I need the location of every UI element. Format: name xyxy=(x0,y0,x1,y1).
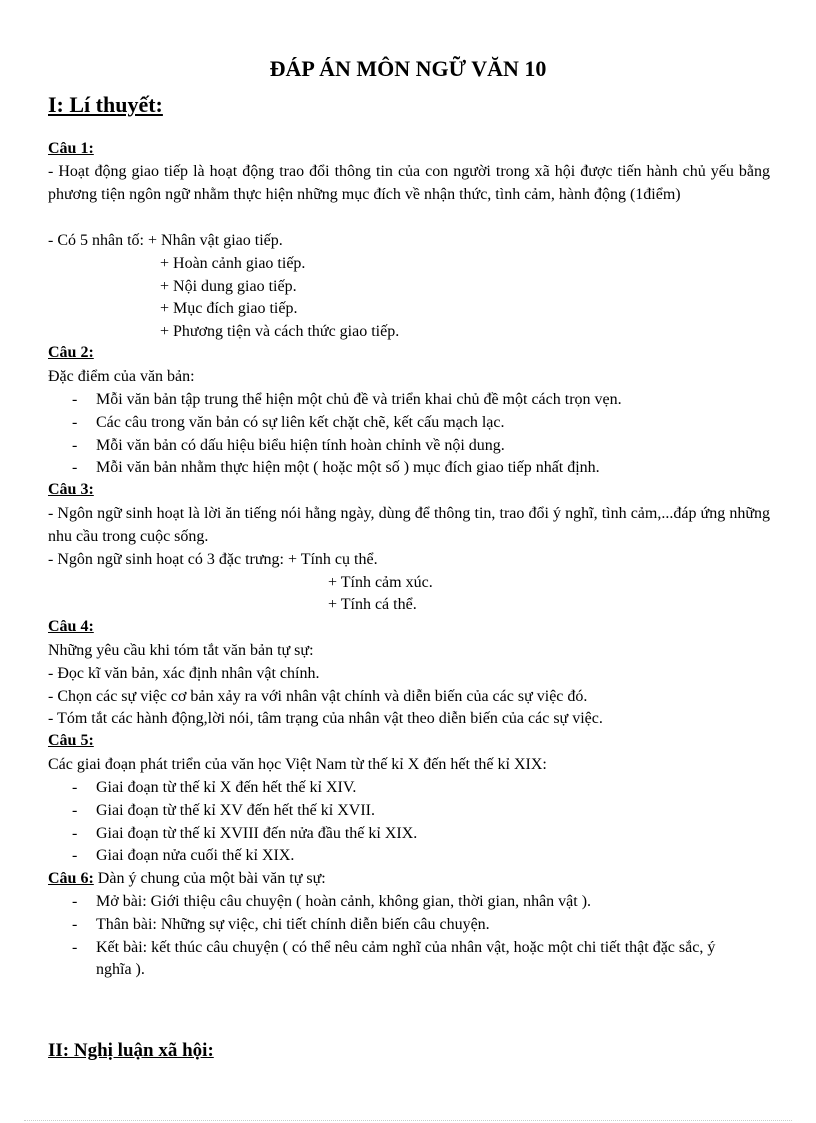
question-5-intro: Các giai đoạn phát triển của văn học Việt Nam từ thế kỉ X đến hết thế kỉ XIX: xyxy=(48,756,547,773)
factor-item: + Phương tiện và cách thức giao tiếp. xyxy=(160,323,400,340)
question-6-intro: Dàn ý chung của một bài văn tự sự: xyxy=(93,870,326,887)
list-item: - Mỗi văn bản tập trung thể hiện một chủ đề và triển khai chủ đề một cách trọn vẹn. xyxy=(72,391,622,408)
document-title: ĐÁP ÁN MÔN NGỮ VĂN 10 xyxy=(269,56,547,81)
question-5-label: Câu 5: xyxy=(48,732,94,749)
list-item: - Giai đoạn từ thế kỉ X đến hết thế kỉ XIV. xyxy=(72,779,357,796)
question-4-label: Câu 4: xyxy=(48,618,94,635)
list-item: - Giai đoạn nửa cuối thế kỉ XIX. xyxy=(72,847,295,864)
factor-item: + Mục đích giao tiếp. xyxy=(160,300,298,317)
question-4-line: Những yêu cầu khi tóm tắt văn bản tự sự: xyxy=(48,642,314,659)
page-bottom-divider xyxy=(24,1120,792,1121)
question-4-line: - Chọn các sự việc cơ bản xảy ra với nhân vật chính và diễn biến của các sự việc đó. xyxy=(48,688,588,705)
question-4-line: - Tóm tắt các hành động,lời nói, tâm trạng của nhân vật theo diễn biến của các sự việc. xyxy=(48,710,603,727)
question-3-label: Câu 3: xyxy=(48,481,94,498)
trait-item: + Tính cảm xúc. xyxy=(328,574,433,591)
question-1-label: Câu 1: xyxy=(48,140,94,157)
question-1-factors xyxy=(48,230,283,252)
list-item: - Mỗi văn bản nhằm thực hiện một ( hoặc một số ) mục đích giao tiếp nhất định. xyxy=(72,459,600,476)
question-2-label: Câu 2: xyxy=(48,344,94,361)
factor-item: + Nhân vật giao tiếp. xyxy=(148,232,283,249)
factor-item: + Nội dung giao tiếp. xyxy=(160,278,297,295)
question-4-line: - Đọc kĩ văn bản, xác định nhân vật chính. xyxy=(48,665,320,682)
factors-intro: - Có 5 nhân tố: xyxy=(48,232,148,249)
factor-item: + Hoàn cảnh giao tiếp. xyxy=(160,255,306,272)
list-item: - Các câu trong văn bản có sự liên kết chặt chẽ, kết cấu mạch lạc. xyxy=(72,414,505,431)
list-item: - Giai đoạn từ thế kỉ XVIII đến nửa đầu thế kỉ XIX. xyxy=(72,825,418,842)
list-item: - Mỗi văn bản có dấu hiệu biểu hiện tính hoàn chỉnh về nội dung. xyxy=(72,437,505,454)
trait-item: + Tính cụ thể. xyxy=(287,551,378,568)
question-3-paragraph: - Ngôn ngữ sinh hoạt là lời ăn tiếng nói hằng ngày, dùng để thông tin, trao đổi ý nghĩ, tình cảm,...đáp ứng những nhu cầu trong cuộc sống. xyxy=(48,505,770,545)
traits-intro: - Ngôn ngữ sinh hoạt có 3 đặc trưng: xyxy=(48,551,288,568)
list-item: - Mở bài: Giới thiệu câu chuyện ( hoàn cảnh, không gian, thời gian, nhân vật ). xyxy=(72,893,592,910)
question-6-header xyxy=(48,868,326,890)
section-heading-theory: I: Lí thuyết: xyxy=(48,92,163,117)
question-6-label: Câu 6: xyxy=(48,870,94,887)
list-item: - Kết bài: kết thúc câu chuyện ( có thể nêu cảm nghĩ của nhân vật, hoặc một chi tiết thật đặc sắc, ý nghĩa ). xyxy=(72,939,716,978)
list-item: - Thân bài: Những sự việc, chi tiết chính diễn biến câu chuyện. xyxy=(72,916,490,933)
question-3-traits xyxy=(48,549,378,571)
section-heading-social-essay: II: Nghị luận xã hội: xyxy=(48,1040,214,1061)
trait-item: + Tính cá thể. xyxy=(328,596,417,613)
question-1-paragraph: - Hoạt động giao tiếp là hoạt động trao đổi thông tin của con người trong xã hội được tiến hành chủ yếu bằng phương tiện ngôn ngữ nhằm thực hiện những mục đích về nhận thức, tình cảm, hành động (1điểm) xyxy=(48,163,770,203)
question-2-intro: Đặc điểm của văn bản: xyxy=(48,368,195,385)
list-item: - Giai đoạn từ thế kỉ XV đến hết thế kỉ XVII. xyxy=(72,802,375,819)
